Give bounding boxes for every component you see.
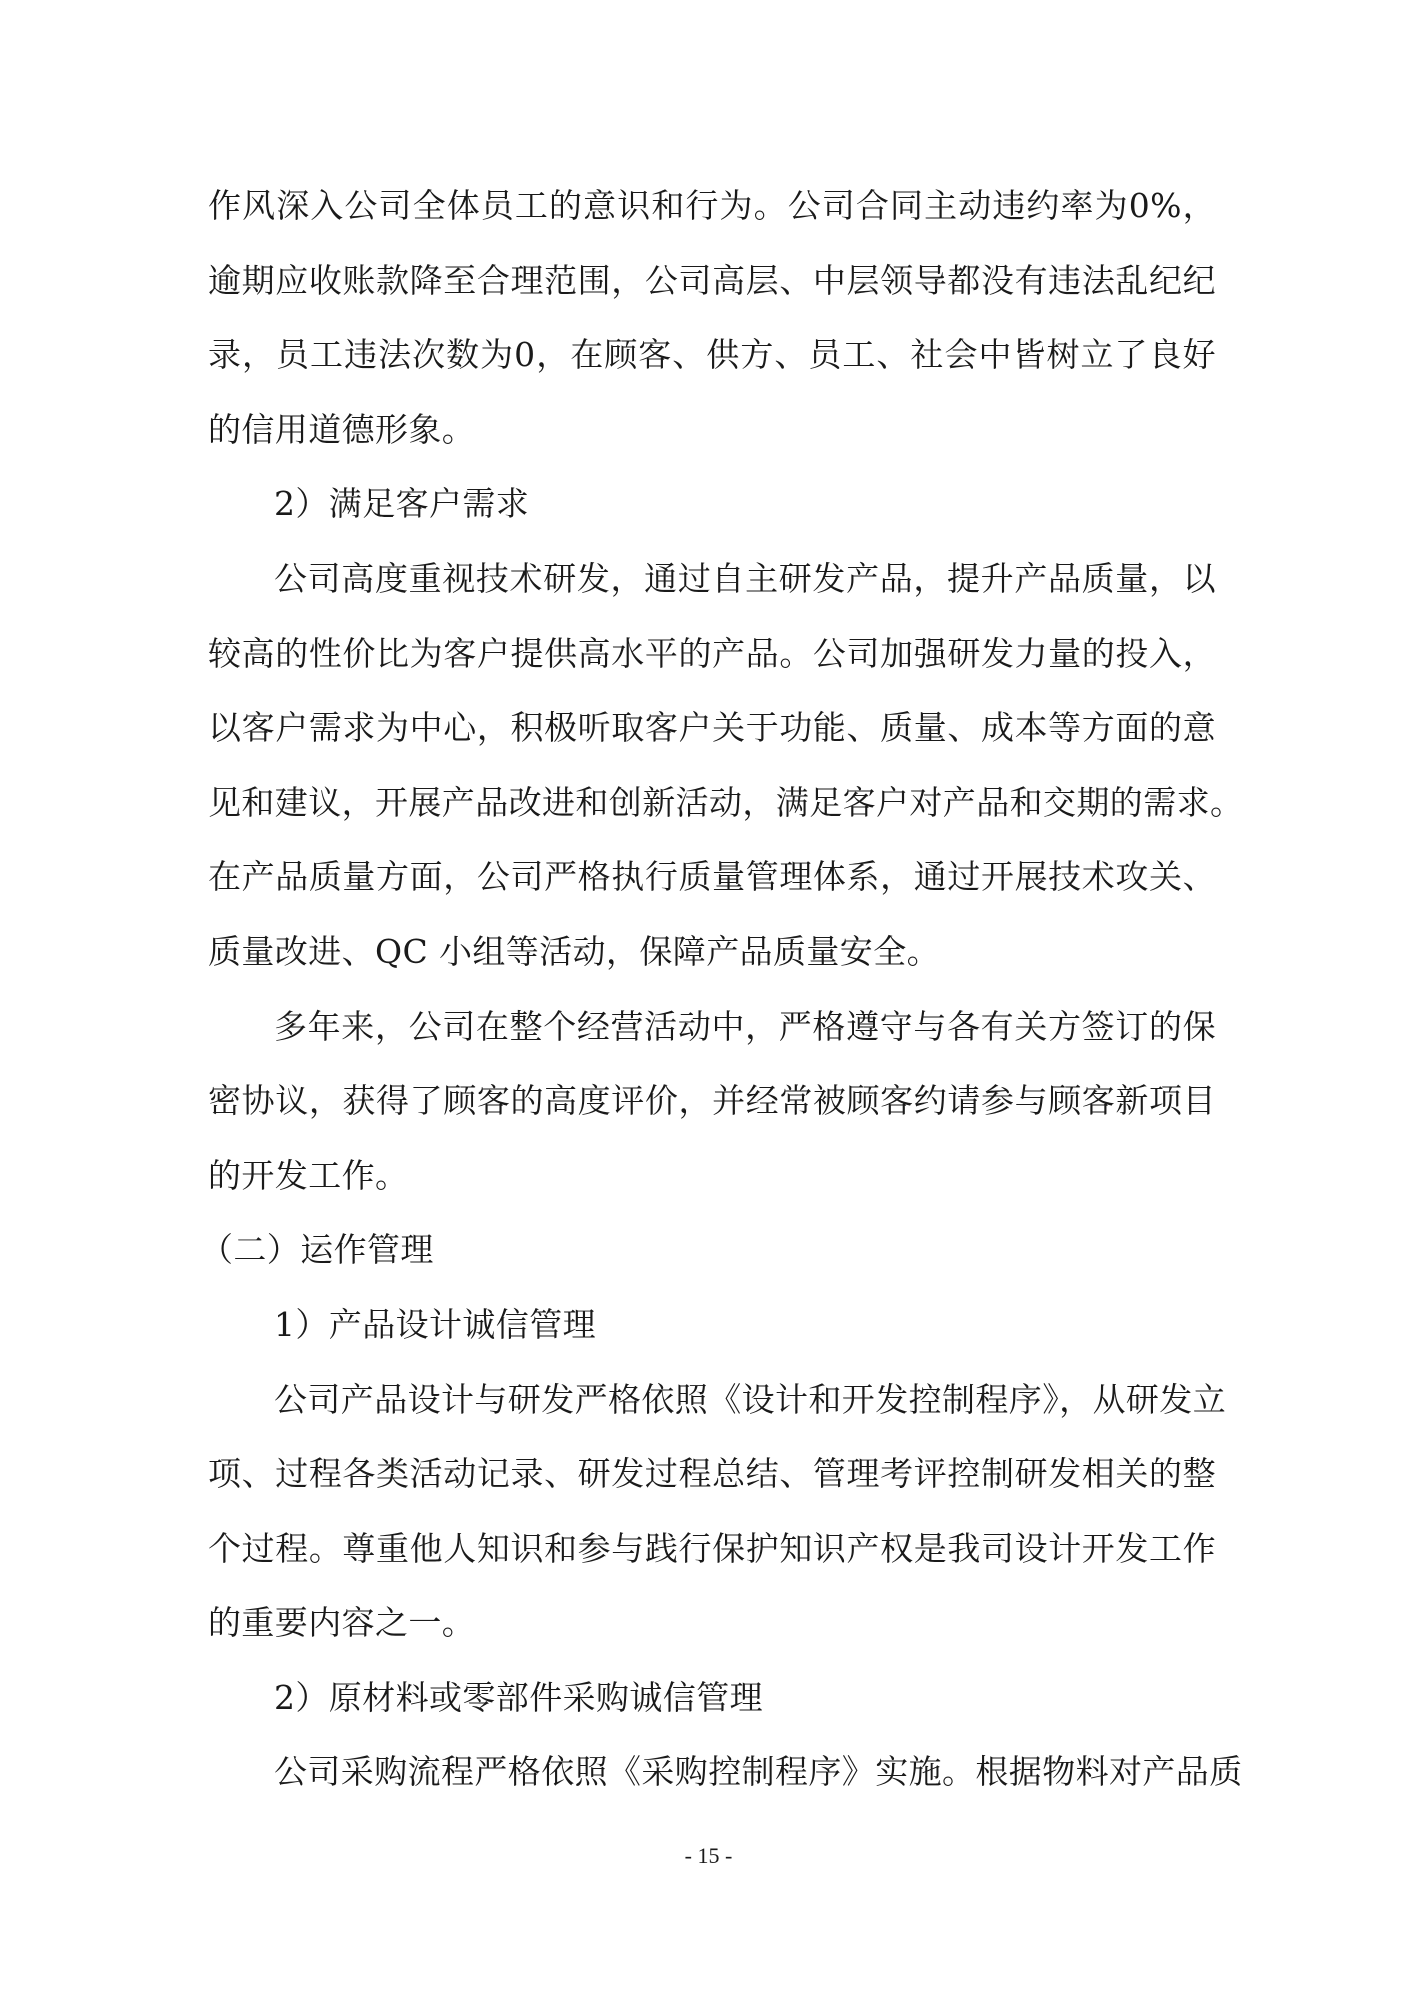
subheading-procurement: 2）原材料或零部件采购诚信管理 (274, 1677, 763, 1717)
page-body (200, 178, 1244, 1819)
paragraph-line: 个过程。尊重他人知识和参与践行保护知识产权是我司设计开发工作 (208, 1528, 1216, 1568)
subheading-product-design: 1）产品设计诚信管理 (274, 1304, 596, 1344)
paragraph-line: 的信用道德形象。 (208, 409, 476, 449)
paragraph-line: 在产品质量方面，公司严格执行质量管理体系，通过开展技术攻关、 (208, 857, 1216, 897)
paragraph-line: 见和建议，开展产品改进和创新活动，满足客户对产品和交期的需求。 (208, 782, 1244, 822)
paragraph-line: 的开发工作。 (208, 1155, 409, 1195)
paragraph-line: 以客户需求为中心，积极听取客户关于功能、质量、成本等方面的意 (208, 708, 1216, 748)
paragraph-line: 的重要内容之一。 (208, 1603, 476, 1643)
paragraph-line: 公司采购流程严格依照《采购控制程序》实施。根据物料对产品质 (274, 1752, 1243, 1792)
paragraph-line: 逾期应收账款降至合理范围，公司高层、中层领导都没有违法乱纪纪 (208, 260, 1216, 300)
paragraph-line: 作风深入公司全体员工的意识和行为。公司合同主动违约率为0%， (208, 186, 1216, 225)
paragraph-line: 公司产品设计与研发严格依照《设计和开发控制程序》，从研发立 (274, 1379, 1227, 1419)
paragraph-line: 较高的性价比为客户提供高水平的产品。公司加强研发力量的投入， (208, 633, 1216, 673)
paragraph-line: 多年来，公司在整个经营活动中，严格遵守与各有关方签订的保 (274, 1006, 1216, 1046)
paragraph-line: 公司高度重视技术研发，通过自主研发产品，提升产品质量，以 (274, 558, 1216, 598)
paragraph-line: 项、过程各类活动记录、研发过程总结、管理考评控制研发相关的整 (208, 1454, 1216, 1494)
section-heading-operations: （二）运作管理 (200, 1230, 434, 1270)
page-number: - 15 - (684, 1843, 733, 1868)
paragraph-line: 密协议，获得了顾客的高度评价，并经常被顾客约请参与顾客新项目 (208, 1081, 1216, 1121)
subheading-customer-needs: 2）满足客户需求 (274, 484, 530, 524)
paragraph-line: 质量改进、QC 小组等活动，保障产品质量安全。 (208, 931, 940, 971)
paragraph-line: 录，员工违法次数为0，在顾客、供方、员工、社会中皆树立了良好 (208, 335, 1216, 375)
